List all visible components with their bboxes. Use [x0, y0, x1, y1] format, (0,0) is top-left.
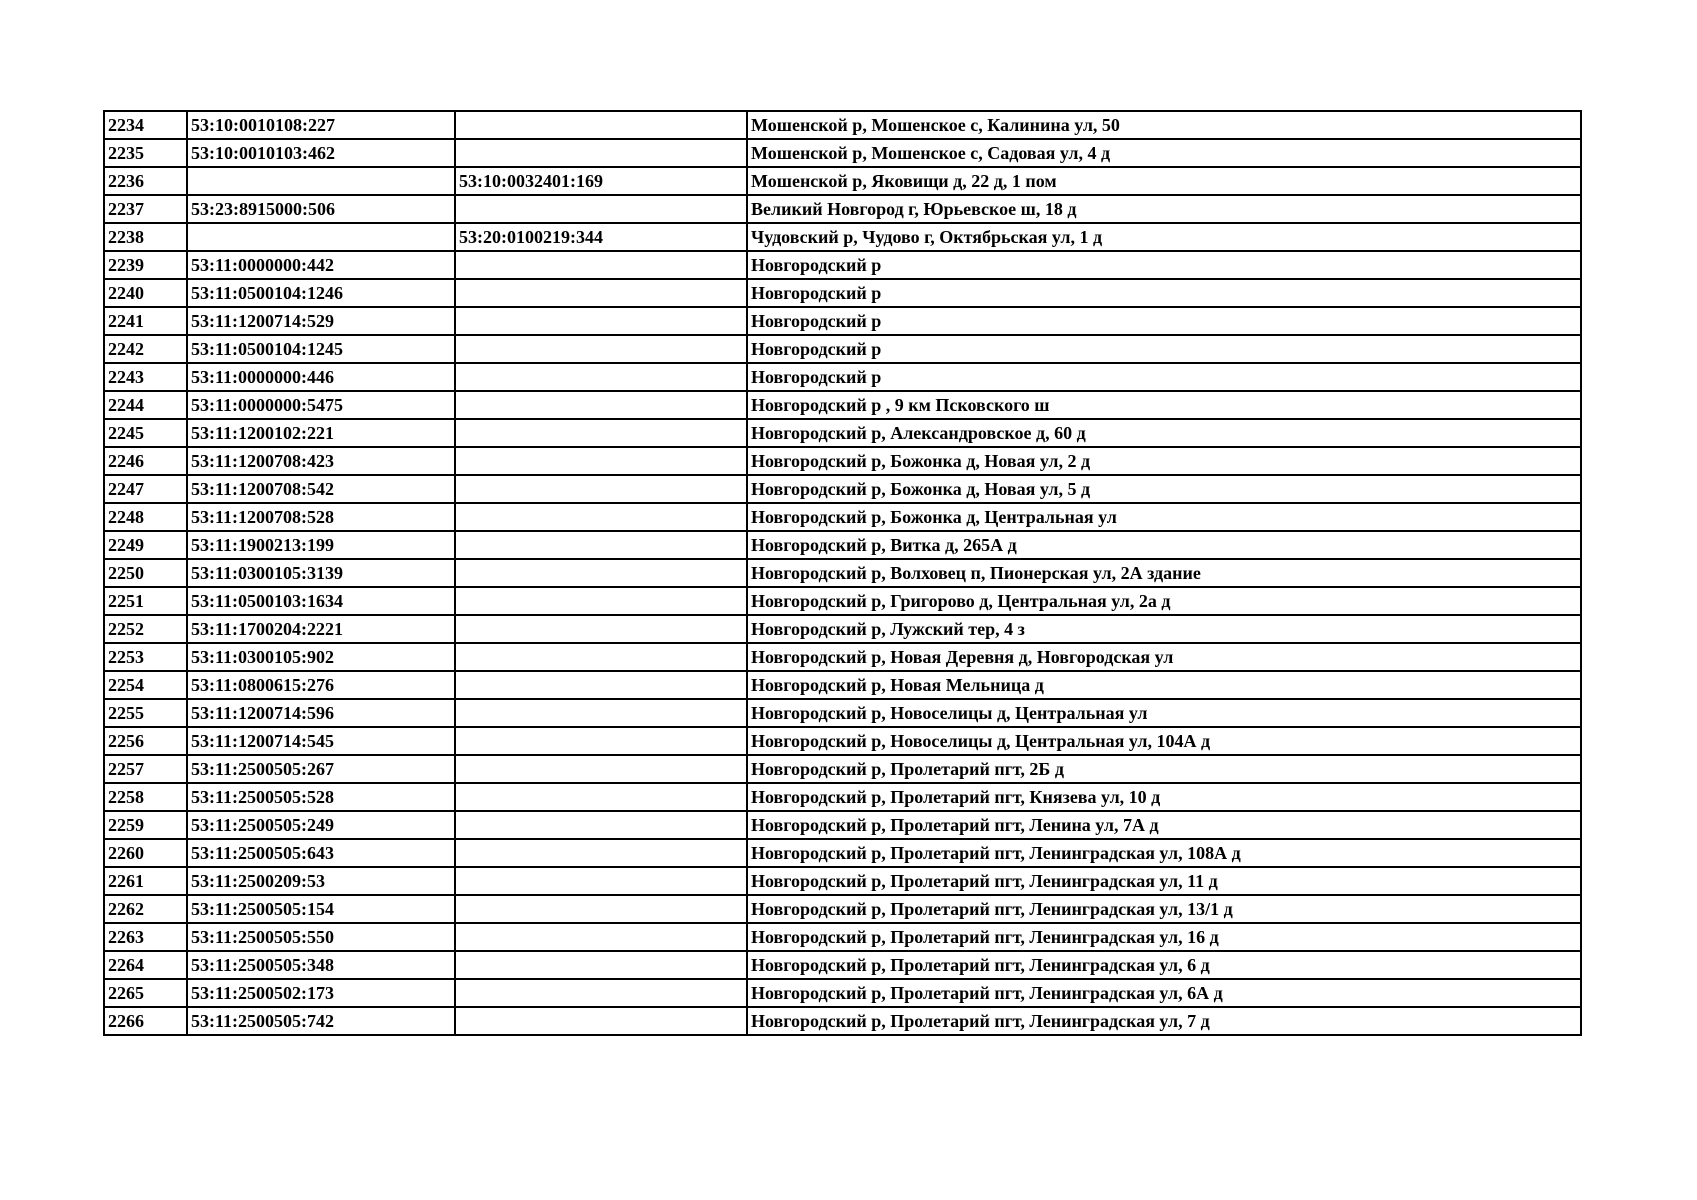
cadastral-number-cell: 53:10:0010108:227: [187, 111, 455, 139]
secondary-cadastral-number-cell: [455, 895, 747, 923]
cadastral-number-cell: 53:11:1200708:528: [187, 503, 455, 531]
secondary-cadastral-number-cell: 53:20:0100219:344: [455, 223, 747, 251]
address-cell: Новгородский р, Пролетарий пгт, Ленинградская ул, 11 д: [747, 867, 1581, 895]
cadastral-number-cell: 53:11:2500505:249: [187, 811, 455, 839]
row-number-cell: 2250: [104, 559, 187, 587]
table-row: [104, 587, 1581, 615]
cadastral-number-cell: 53:11:1900213:199: [187, 531, 455, 559]
row-number-cell: 2241: [104, 307, 187, 335]
table-row: [104, 195, 1581, 223]
address-cell: Новгородский р: [747, 363, 1581, 391]
cadastral-number-cell: 53:11:2500505:528: [187, 783, 455, 811]
table-row: [104, 391, 1581, 419]
secondary-cadastral-number-cell: [455, 1007, 747, 1035]
row-number-cell: 2236: [104, 167, 187, 195]
registry-table: [103, 110, 1582, 1036]
address-cell: Новгородский р: [747, 251, 1581, 279]
table-row: [104, 363, 1581, 391]
secondary-cadastral-number-cell: [455, 419, 747, 447]
row-number-cell: 2248: [104, 503, 187, 531]
table-row: [104, 335, 1581, 363]
row-number-cell: 2238: [104, 223, 187, 251]
cadastral-number-cell: 53:11:2500505:742: [187, 1007, 455, 1035]
table-row: [104, 279, 1581, 307]
secondary-cadastral-number-cell: [455, 391, 747, 419]
row-number-cell: 2249: [104, 531, 187, 559]
row-number-cell: 2239: [104, 251, 187, 279]
secondary-cadastral-number-cell: [455, 783, 747, 811]
secondary-cadastral-number-cell: [455, 615, 747, 643]
cadastral-number-cell: 53:11:2500505:550: [187, 923, 455, 951]
row-number-cell: 2237: [104, 195, 187, 223]
row-number-cell: 2252: [104, 615, 187, 643]
row-number-cell: 2235: [104, 139, 187, 167]
table-row: [104, 503, 1581, 531]
table-row: [104, 111, 1581, 139]
address-cell: Новгородский р, Александровское д, 60 д: [747, 419, 1581, 447]
row-number-cell: 2256: [104, 727, 187, 755]
table-row: [104, 811, 1581, 839]
row-number-cell: 2244: [104, 391, 187, 419]
row-number-cell: 2257: [104, 755, 187, 783]
row-number-cell: 2258: [104, 783, 187, 811]
table-row: [104, 867, 1581, 895]
table-row: [104, 139, 1581, 167]
secondary-cadastral-number-cell: [455, 531, 747, 559]
table-row: [104, 1007, 1581, 1035]
secondary-cadastral-number-cell: [455, 923, 747, 951]
address-cell: Новгородский р, Пролетарий пгт, Ленинградская ул, 108А д: [747, 839, 1581, 867]
secondary-cadastral-number-cell: [455, 811, 747, 839]
cadastral-number-cell: 53:11:0800615:276: [187, 671, 455, 699]
cadastral-number-cell: 53:11:1200102:221: [187, 419, 455, 447]
cadastral-number-cell: 53:11:0000000:442: [187, 251, 455, 279]
row-number-cell: 2245: [104, 419, 187, 447]
table-row: [104, 167, 1581, 195]
address-cell: Новгородский р, Пролетарий пгт, Ленинградская ул, 16 д: [747, 923, 1581, 951]
table-row: [104, 447, 1581, 475]
row-number-cell: 2255: [104, 699, 187, 727]
address-cell: Новгородский р, Новая Деревня д, Новгородская ул: [747, 643, 1581, 671]
table-row: [104, 839, 1581, 867]
address-cell: Новгородский р , 9 км Псковского ш: [747, 391, 1581, 419]
table-row: [104, 727, 1581, 755]
cadastral-number-cell: 53:11:0500104:1245: [187, 335, 455, 363]
secondary-cadastral-number-cell: [455, 727, 747, 755]
row-number-cell: 2234: [104, 111, 187, 139]
address-cell: Мошенской р, Мошенское с, Калинина ул, 50: [747, 111, 1581, 139]
address-cell: Новгородский р, Божонка д, Центральная ул: [747, 503, 1581, 531]
address-cell: Новгородский р, Волховец п, Пионерская ул, 2А здание: [747, 559, 1581, 587]
row-number-cell: 2266: [104, 1007, 187, 1035]
table-row: [104, 923, 1581, 951]
row-number-cell: 2243: [104, 363, 187, 391]
row-number-cell: 2259: [104, 811, 187, 839]
row-number-cell: 2261: [104, 867, 187, 895]
table-row: [104, 251, 1581, 279]
secondary-cadastral-number-cell: [455, 503, 747, 531]
secondary-cadastral-number-cell: [455, 755, 747, 783]
table-row: [104, 755, 1581, 783]
address-cell: Мошенской р, Мошенское с, Садовая ул, 4 д: [747, 139, 1581, 167]
address-cell: Новгородский р, Витка д, 265А д: [747, 531, 1581, 559]
address-cell: Новгородский р, Пролетарий пгт, Князева ул, 10 д: [747, 783, 1581, 811]
registry-table-body: [104, 111, 1581, 1035]
secondary-cadastral-number-cell: [455, 475, 747, 503]
cadastral-number-cell: 53:11:0300105:902: [187, 643, 455, 671]
address-cell: Новгородский р, Пролетарий пгт, Ленина ул, 7А д: [747, 811, 1581, 839]
cadastral-number-cell: 53:11:1200708:542: [187, 475, 455, 503]
address-cell: Новгородский р: [747, 279, 1581, 307]
address-cell: Мошенской р, Яковищи д, 22 д, 1 пом: [747, 167, 1581, 195]
table-row: [104, 699, 1581, 727]
cadastral-number-cell: 53:11:0500103:1634: [187, 587, 455, 615]
address-cell: Новгородский р, Новая Мельница д: [747, 671, 1581, 699]
secondary-cadastral-number-cell: [455, 839, 747, 867]
table-row: [104, 475, 1581, 503]
table-row: [104, 895, 1581, 923]
secondary-cadastral-number-cell: [455, 979, 747, 1007]
secondary-cadastral-number-cell: [455, 951, 747, 979]
secondary-cadastral-number-cell: [455, 699, 747, 727]
cadastral-number-cell: 53:11:2500505:267: [187, 755, 455, 783]
secondary-cadastral-number-cell: [455, 587, 747, 615]
address-cell: Новгородский р, Григорово д, Центральная ул, 2а д: [747, 587, 1581, 615]
row-number-cell: 2265: [104, 979, 187, 1007]
table-row: [104, 783, 1581, 811]
row-number-cell: 2251: [104, 587, 187, 615]
address-cell: Великий Новгород г, Юрьевское ш, 18 д: [747, 195, 1581, 223]
table-row: [104, 419, 1581, 447]
table-row: [104, 643, 1581, 671]
table-row: [104, 307, 1581, 335]
row-number-cell: 2253: [104, 643, 187, 671]
secondary-cadastral-number-cell: [455, 363, 747, 391]
secondary-cadastral-number-cell: [455, 195, 747, 223]
table-row: [104, 979, 1581, 1007]
row-number-cell: 2242: [104, 335, 187, 363]
table-row: [104, 531, 1581, 559]
cadastral-number-cell: 53:11:1200714:596: [187, 699, 455, 727]
address-cell: Новгородский р, Пролетарий пгт, Ленинградская ул, 13/1 д: [747, 895, 1581, 923]
secondary-cadastral-number-cell: [455, 279, 747, 307]
cadastral-number-cell: 53:11:2500505:643: [187, 839, 455, 867]
table-row: [104, 223, 1581, 251]
secondary-cadastral-number-cell: [455, 307, 747, 335]
table-row: [104, 951, 1581, 979]
secondary-cadastral-number-cell: [455, 559, 747, 587]
row-number-cell: 2254: [104, 671, 187, 699]
cadastral-number-cell: 53:11:0500104:1246: [187, 279, 455, 307]
address-cell: Новгородский р, Лужский тер, 4 з: [747, 615, 1581, 643]
secondary-cadastral-number-cell: [455, 251, 747, 279]
address-cell: Новгородский р, Пролетарий пгт, Ленинградская ул, 6А д: [747, 979, 1581, 1007]
address-cell: Новгородский р, Новоселицы д, Центральная ул: [747, 699, 1581, 727]
address-cell: Новгородский р, Божонка д, Новая ул, 2 д: [747, 447, 1581, 475]
cadastral-number-cell: [187, 223, 455, 251]
secondary-cadastral-number-cell: [455, 867, 747, 895]
cadastral-number-cell: [187, 167, 455, 195]
row-number-cell: 2240: [104, 279, 187, 307]
secondary-cadastral-number-cell: [455, 335, 747, 363]
cadastral-number-cell: 53:23:8915000:506: [187, 195, 455, 223]
cadastral-number-cell: 53:11:2500505:154: [187, 895, 455, 923]
cadastral-number-cell: 53:11:2500502:173: [187, 979, 455, 1007]
row-number-cell: 2263: [104, 923, 187, 951]
secondary-cadastral-number-cell: [455, 111, 747, 139]
address-cell: Новгородский р: [747, 335, 1581, 363]
cadastral-number-cell: 53:11:1700204:2221: [187, 615, 455, 643]
secondary-cadastral-number-cell: [455, 139, 747, 167]
cadastral-number-cell: 53:10:0010103:462: [187, 139, 455, 167]
address-cell: Новгородский р, Пролетарий пгт, Ленинградская ул, 6 д: [747, 951, 1581, 979]
table-row: [104, 559, 1581, 587]
cadastral-number-cell: 53:11:0000000:5475: [187, 391, 455, 419]
address-cell: Новгородский р, Божонка д, Новая ул, 5 д: [747, 475, 1581, 503]
cadastral-number-cell: 53:11:1200708:423: [187, 447, 455, 475]
row-number-cell: 2260: [104, 839, 187, 867]
cadastral-number-cell: 53:11:0000000:446: [187, 363, 455, 391]
row-number-cell: 2262: [104, 895, 187, 923]
secondary-cadastral-number-cell: [455, 671, 747, 699]
cadastral-number-cell: 53:11:2500505:348: [187, 951, 455, 979]
address-cell: Новгородский р, Пролетарий пгт, 2Б д: [747, 755, 1581, 783]
secondary-cadastral-number-cell: [455, 643, 747, 671]
row-number-cell: 2264: [104, 951, 187, 979]
cadastral-number-cell: 53:11:2500209:53: [187, 867, 455, 895]
address-cell: Новгородский р, Пролетарий пгт, Ленинградская ул, 7 д: [747, 1007, 1581, 1035]
table-row: [104, 671, 1581, 699]
cadastral-number-cell: 53:11:1200714:529: [187, 307, 455, 335]
address-cell: Чудовский р, Чудово г, Октябрьская ул, 1 д: [747, 223, 1581, 251]
secondary-cadastral-number-cell: 53:10:0032401:169: [455, 167, 747, 195]
cadastral-number-cell: 53:11:1200714:545: [187, 727, 455, 755]
table-row: [104, 615, 1581, 643]
row-number-cell: 2247: [104, 475, 187, 503]
secondary-cadastral-number-cell: [455, 447, 747, 475]
cadastral-number-cell: 53:11:0300105:3139: [187, 559, 455, 587]
address-cell: Новгородский р: [747, 307, 1581, 335]
address-cell: Новгородский р, Новоселицы д, Центральная ул, 104А д: [747, 727, 1581, 755]
row-number-cell: 2246: [104, 447, 187, 475]
